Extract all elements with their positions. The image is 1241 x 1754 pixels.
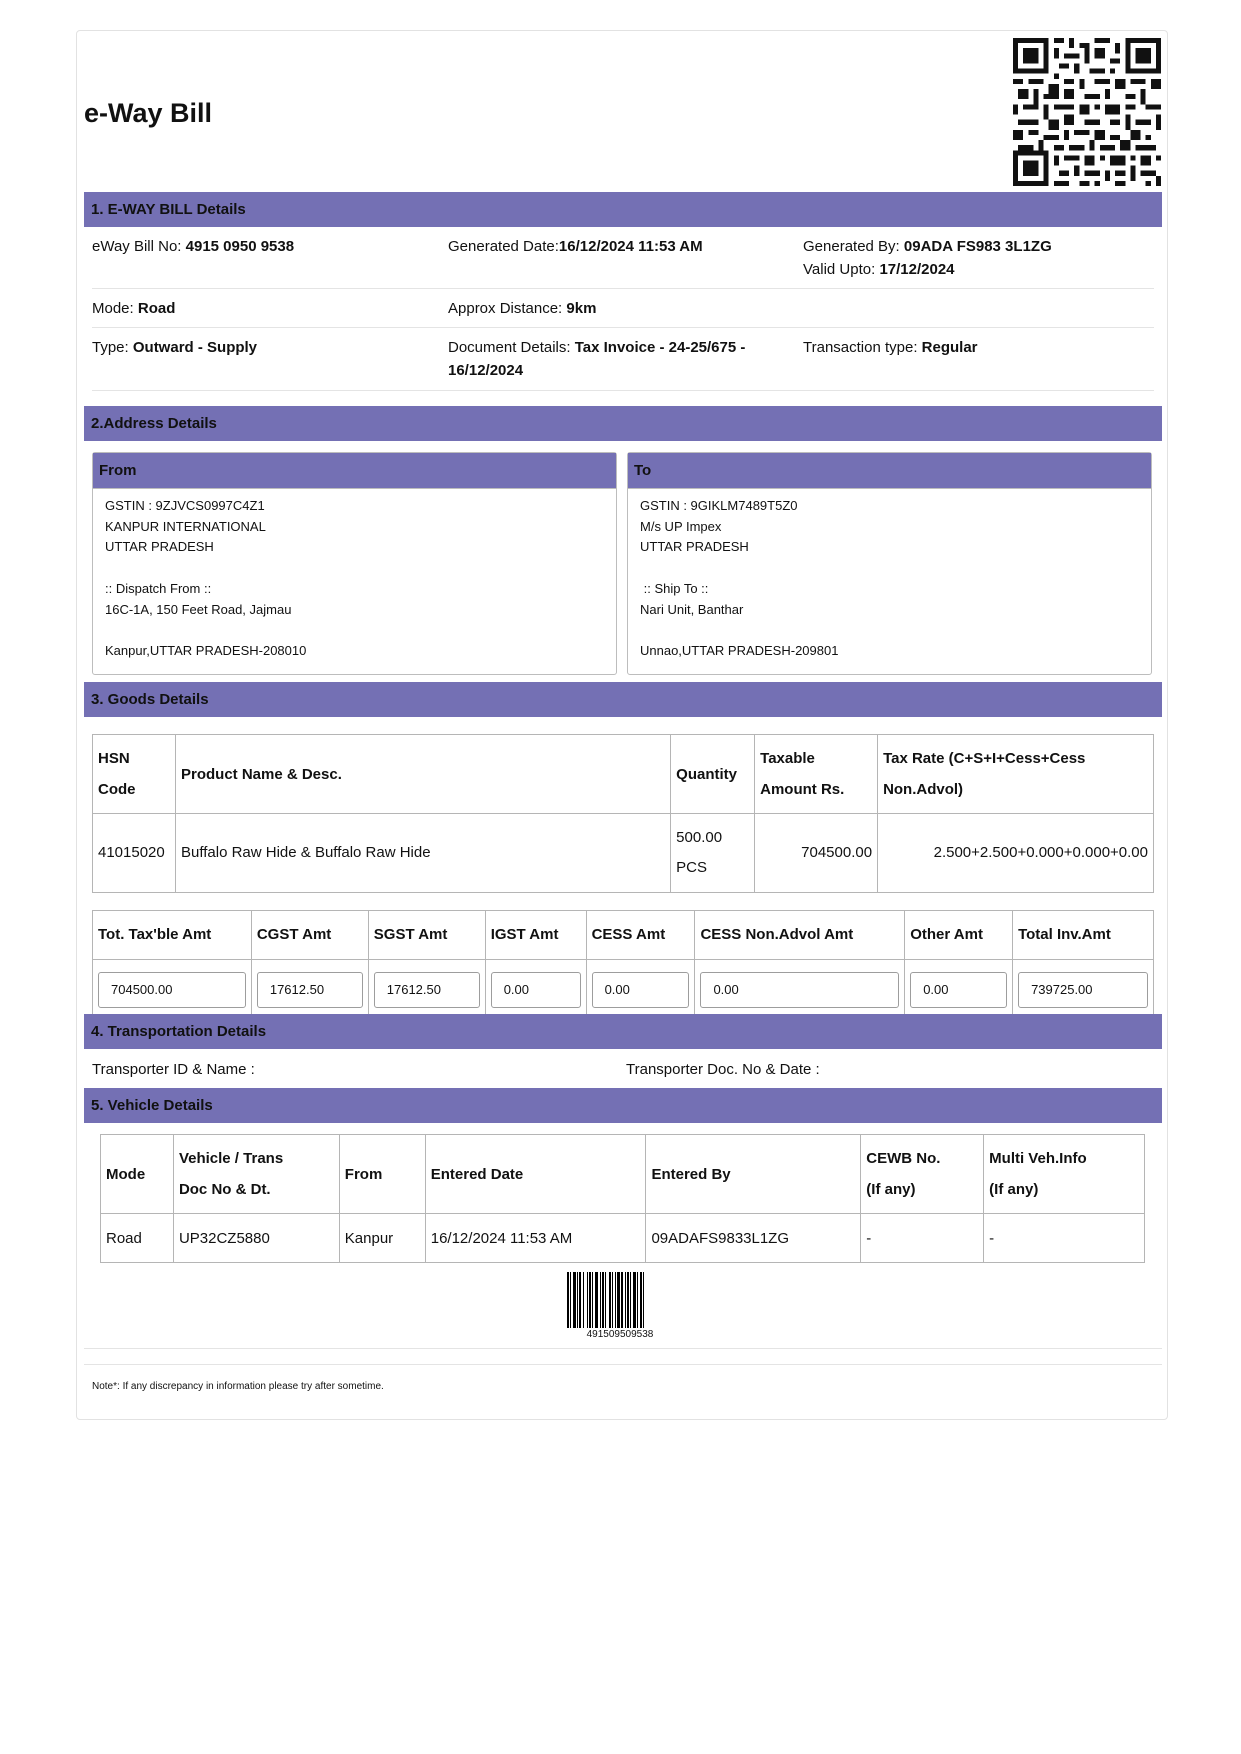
amount-cell bbox=[1013, 960, 1154, 1021]
footer-note: Note*: If any discrepancy in information please try after sometime. bbox=[92, 1381, 384, 1392]
table-row bbox=[93, 814, 1154, 893]
to-address-line: :: Ship To :: bbox=[640, 580, 709, 596]
divider bbox=[84, 1364, 1162, 1365]
cess-nonadvol-amount-field: 0.00 bbox=[700, 972, 899, 1008]
amount-header-cell: SGST Amt bbox=[368, 911, 485, 960]
vehicle-cell: Kanpur bbox=[339, 1214, 425, 1263]
page-title: e-Way Bill bbox=[84, 98, 213, 128]
divider bbox=[84, 1348, 1162, 1349]
mode bbox=[92, 297, 175, 320]
supply-type-label: Type: bbox=[92, 339, 133, 356]
vehicle-header-cell bbox=[861, 1135, 984, 1214]
to-address-line bbox=[640, 620, 1139, 641]
goods-header-cell: Tax Rate (C+S+I+Cess+Cess Non.Advol) bbox=[878, 735, 1154, 814]
generated-date-value: 16/12/2024 11:53 AM bbox=[558, 238, 703, 255]
quantity-value: 500.00 bbox=[676, 829, 723, 846]
generated-date-label: Generated Date: bbox=[448, 238, 559, 255]
supply-type bbox=[92, 336, 257, 359]
amount-cell bbox=[485, 960, 586, 1021]
total-invoice-amount-field: 739725.00 bbox=[1018, 972, 1148, 1008]
divider bbox=[92, 327, 1154, 328]
amount-cell bbox=[251, 960, 368, 1021]
vehicle-header-cell: Entered Date bbox=[425, 1135, 646, 1214]
vehicle-header-row bbox=[101, 1135, 1145, 1214]
to-address-panel bbox=[627, 452, 1152, 675]
section-transportation-details-header: 4. Transportation Details bbox=[84, 1014, 1162, 1049]
mode-label: Mode: bbox=[92, 300, 138, 317]
total-taxable-amount-field: 704500.00 bbox=[98, 972, 246, 1008]
product-cell: Buffalo Raw Hide & Buffalo Raw Hide bbox=[175, 814, 670, 893]
vehicle-header-line: Multi Veh.Info bbox=[989, 1150, 1087, 1167]
vehicle-header-cell: Entered By bbox=[646, 1135, 861, 1214]
vehicle-header-cell bbox=[173, 1135, 339, 1214]
transaction-type-value: Regular bbox=[921, 339, 978, 356]
sgst-amount-field: 17612.50 bbox=[374, 972, 480, 1008]
from-address-body bbox=[93, 489, 616, 669]
from-address-line: 16C-1A, 150 Feet Road, Jajmau bbox=[105, 601, 292, 617]
vehicle-header-cell: Mode bbox=[101, 1135, 174, 1214]
transaction-type bbox=[803, 336, 978, 359]
barcode-number: 491509509538 bbox=[586, 1329, 654, 1340]
table-row bbox=[93, 960, 1154, 1021]
amount-header-cell: CGST Amt bbox=[251, 911, 368, 960]
ewaybill-number-label: eWay Bill No: bbox=[92, 238, 186, 255]
from-address-line: KANPUR INTERNATIONAL bbox=[105, 518, 266, 534]
valid-upto bbox=[803, 258, 955, 281]
amount-header-cell: CESS Amt bbox=[586, 911, 695, 960]
generated-by-label: Generated By: bbox=[803, 238, 904, 255]
hsn-code-cell: 41015020 bbox=[93, 814, 176, 893]
to-address-line: Nari Unit, Banthar bbox=[640, 601, 744, 617]
from-address-line bbox=[105, 558, 604, 579]
from-address-header: From bbox=[93, 453, 616, 489]
vehicle-header-line: (If any) bbox=[866, 1181, 916, 1198]
vehicle-header-cell: From bbox=[339, 1135, 425, 1214]
amount-header-cell: CESS Non.Advol Amt bbox=[695, 911, 905, 960]
barcode-icon bbox=[567, 1272, 673, 1328]
vehicle-table bbox=[100, 1134, 1145, 1263]
document-details-label: Document Details: bbox=[448, 339, 575, 356]
approx-distance-label: Approx Distance: bbox=[448, 300, 567, 317]
document-details-value: Tax Invoice - 24-25/675 - bbox=[574, 339, 746, 356]
vehicle-cell: UP32CZ5880 bbox=[173, 1214, 339, 1263]
from-address-line bbox=[105, 620, 604, 641]
goods-header-cell: HSN Code bbox=[93, 735, 176, 814]
transporter-id-label: Transporter ID & Name : bbox=[92, 1061, 255, 1078]
from-address-line: :: Dispatch From :: bbox=[105, 580, 212, 596]
vehicle-header-line: CEWB No. bbox=[866, 1150, 941, 1167]
amount-cell bbox=[93, 960, 252, 1021]
to-address-line: Unnao,UTTAR PRADESH-209801 bbox=[640, 642, 839, 658]
ewaybill-number bbox=[92, 235, 294, 258]
amount-cell bbox=[695, 960, 905, 1021]
vehicle-cell: - bbox=[984, 1214, 1145, 1263]
vehicle-header-line: Vehicle / Trans bbox=[178, 1150, 284, 1167]
vehicle-cell: Road bbox=[101, 1214, 174, 1263]
mode-value: Road bbox=[137, 300, 176, 317]
section-vehicle-details-header: 5. Vehicle Details bbox=[84, 1088, 1162, 1123]
goods-table bbox=[92, 734, 1154, 893]
goods-header-row bbox=[93, 735, 1154, 814]
divider bbox=[92, 288, 1154, 289]
from-address-line: GSTIN : 9ZJVCS0997C4Z1 bbox=[105, 498, 265, 513]
section-ewaybill-details-header: 1. E-WAY BILL Details bbox=[84, 192, 1162, 227]
quantity-cell bbox=[671, 814, 755, 893]
to-address-header: To bbox=[628, 453, 1151, 489]
vehicle-header-cell bbox=[984, 1135, 1145, 1214]
tax-rate-cell: 2.500+2.500+0.000+0.000+0.00 bbox=[878, 814, 1154, 893]
supply-type-value: Outward - Supply bbox=[132, 339, 258, 356]
goods-header-cell: Product Name & Desc. bbox=[175, 735, 670, 814]
document-date-value: 16/12/2024 bbox=[448, 362, 524, 379]
to-address-line: GSTIN : 9GIKLM7489T5Z0 bbox=[640, 498, 798, 513]
from-address-line: Kanpur,UTTAR PRADESH-208010 bbox=[105, 642, 307, 658]
amount-header-cell: IGST Amt bbox=[485, 911, 586, 960]
other-amount-field: 0.00 bbox=[910, 972, 1007, 1008]
table-row bbox=[101, 1214, 1145, 1263]
amount-cell bbox=[905, 960, 1013, 1021]
vehicle-cell: 16/12/2024 11:53 AM bbox=[425, 1214, 646, 1263]
vehicle-header-line: (If any) bbox=[989, 1181, 1039, 1198]
vehicle-cell: 09ADAFS9833L1ZG bbox=[646, 1214, 861, 1263]
to-address-line bbox=[640, 558, 1139, 579]
amount-header-cell: Tot. Tax'ble Amt bbox=[93, 911, 252, 960]
quantity-unit: PCS bbox=[676, 859, 708, 876]
approx-distance bbox=[448, 297, 596, 320]
amount-header-cell: Other Amt bbox=[905, 911, 1013, 960]
to-address-line: M/s UP Impex bbox=[640, 518, 722, 534]
cgst-amount-field: 17612.50 bbox=[257, 972, 363, 1008]
valid-upto-label: Valid Upto: bbox=[803, 261, 880, 278]
transporter-doc-label: Transporter Doc. No & Date : bbox=[626, 1061, 820, 1078]
generated-by bbox=[803, 235, 1052, 258]
vehicle-header-line: Doc No & Dt. bbox=[178, 1181, 271, 1198]
transaction-type-label: Transaction type: bbox=[803, 339, 922, 356]
valid-upto-value: 17/12/2024 bbox=[879, 261, 955, 278]
section-goods-details-header: 3. Goods Details bbox=[84, 682, 1162, 717]
amount-cell bbox=[586, 960, 695, 1021]
document-date bbox=[448, 359, 523, 382]
taxable-amount-cell: 704500.00 bbox=[755, 814, 878, 893]
from-address-line: UTTAR PRADESH bbox=[105, 539, 214, 555]
generated-date bbox=[448, 235, 703, 258]
vehicle-cell: - bbox=[861, 1214, 984, 1263]
cess-amount-field: 0.00 bbox=[592, 972, 690, 1008]
goods-header-cell: Taxable Amount Rs. bbox=[755, 735, 878, 814]
igst-amount-field: 0.00 bbox=[491, 972, 581, 1008]
amounts-table bbox=[92, 910, 1154, 1021]
to-address-body bbox=[628, 489, 1151, 669]
amounts-header-row bbox=[93, 911, 1154, 960]
document-details bbox=[448, 336, 745, 359]
approx-distance-value: 9km bbox=[566, 300, 597, 317]
divider bbox=[92, 390, 1154, 391]
section-address-details-header: 2.Address Details bbox=[84, 406, 1162, 441]
ewaybill-number-value: 4915 0950 9538 bbox=[185, 238, 295, 255]
goods-header-cell: Quantity bbox=[671, 735, 755, 814]
to-address-line: UTTAR PRADESH bbox=[640, 539, 749, 555]
generated-by-value: 09ADA FS983 3L1ZG bbox=[903, 238, 1052, 255]
qr-code-icon bbox=[1013, 38, 1161, 186]
amount-header-cell: Total Inv.Amt bbox=[1013, 911, 1154, 960]
amount-cell bbox=[368, 960, 485, 1021]
from-address-panel bbox=[92, 452, 617, 675]
